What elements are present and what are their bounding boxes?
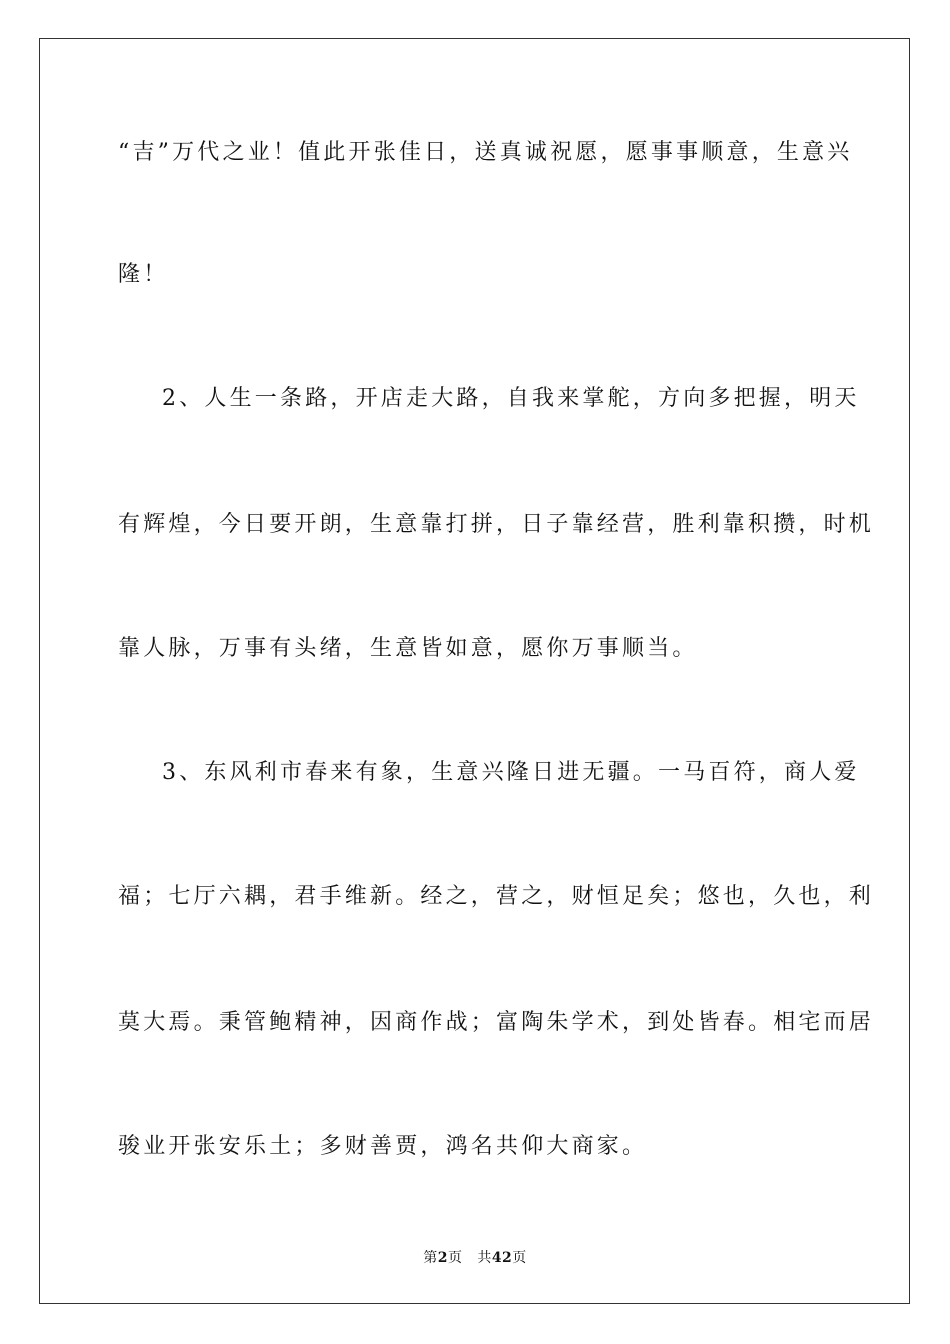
total-pages: 42	[491, 1250, 513, 1266]
paragraph-2-line-3: 靠人脉，万事有头绪，生意皆如意，愿你万事顺当。	[118, 636, 698, 661]
page-frame	[39, 38, 910, 1304]
total-suffix: 页	[512, 1250, 527, 1266]
page-suffix: 页	[447, 1250, 463, 1266]
paragraph-3-line-3: 莫大焉。秉管鲍精神，因商作战；富陶朱学术，到处皆春。相宅而居	[118, 1010, 875, 1035]
paragraph-1-line-2: 隆！	[118, 262, 169, 287]
paragraph-3-line-4: 骏业开张安乐土；多财善贾，鸿名共仰大商家。	[118, 1134, 648, 1159]
paragraph-3-line-1: 3、东风利市春来有象，生意兴隆日进无疆。一马百符，商人爱	[162, 760, 860, 785]
page-number: 2	[437, 1250, 448, 1266]
page-prefix: 第	[423, 1250, 438, 1266]
paragraph-2-line-1: 2、人生一条路，开店走大路，自我来掌舵，方向多把握，明天	[162, 386, 860, 411]
total-prefix: 共	[477, 1250, 492, 1266]
page-footer	[0, 1248, 950, 1268]
paragraph-2-line-2: 有辉煌，今日要开朗，生意靠打拼，日子靠经营，胜利靠积攒，时机	[118, 512, 875, 537]
paragraph-1-line-1: “吉”万代之业！值此开张佳日，送真诚祝愿，愿事事顺意，生意兴	[118, 140, 853, 165]
paragraph-3-line-2: 福；七厅六耦，君手维新。经之，营之，财恒足矣；悠也，久也，利	[118, 884, 875, 909]
